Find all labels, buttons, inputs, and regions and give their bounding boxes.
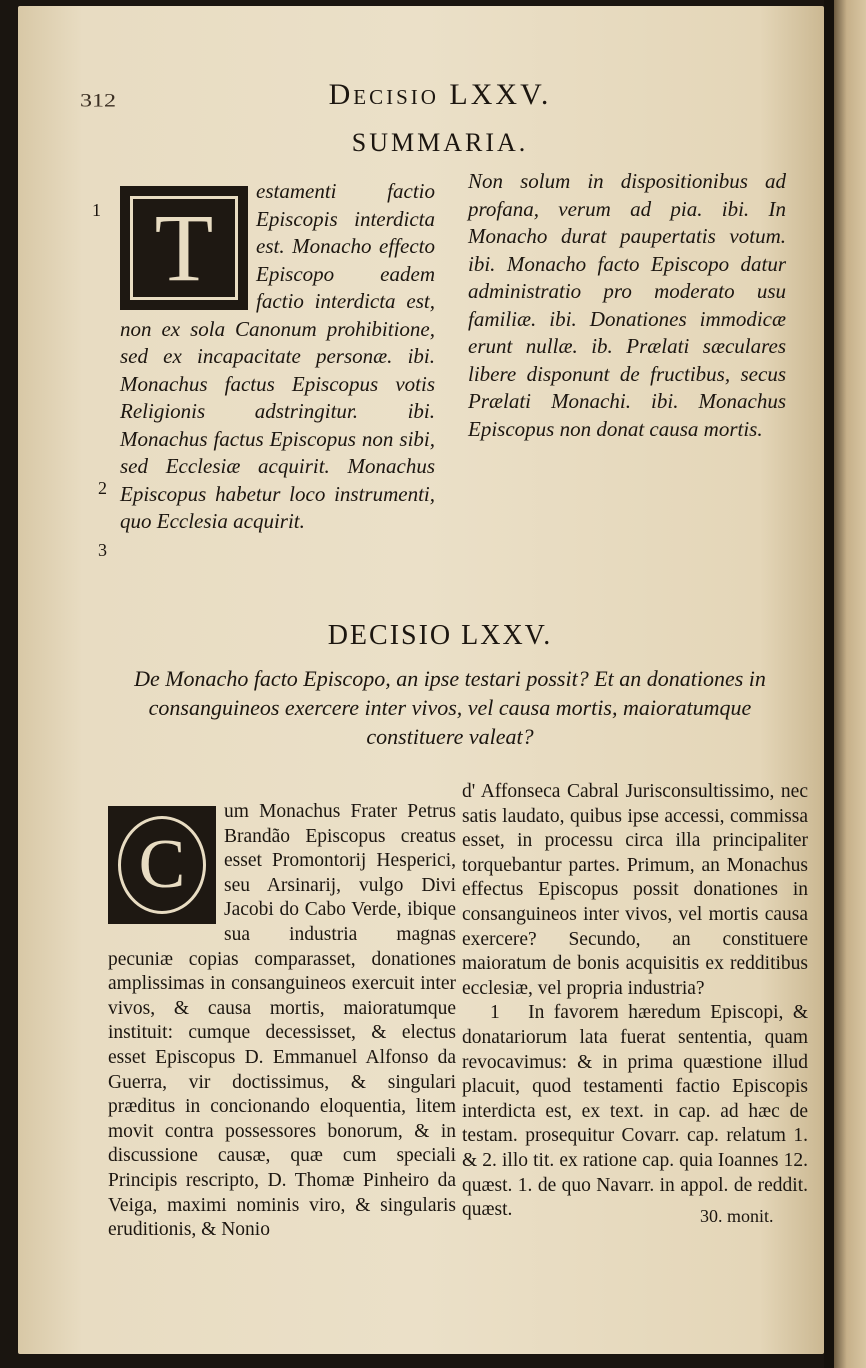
running-head: Decisio LXXV.: [328, 78, 552, 111]
paragraph-number: 1: [490, 1002, 500, 1024]
book-gutter: [824, 0, 834, 1368]
margin-number: 3: [98, 540, 107, 560]
ornamental-drop-cap: C: [108, 806, 216, 924]
decisio-title: De Monacho facto Episcopo, an ipse testari possit? Et an donationes in consanguineos exercere inter vivos, vel causa mortis, maioratumque constituere valeat?: [134, 666, 766, 749]
margin-number: 1: [92, 200, 101, 220]
decisio-heading: DECISIO LXXV.: [327, 620, 553, 651]
body-left-column: [108, 800, 456, 1243]
summaria-heading: SUMMARIA.: [351, 128, 529, 157]
page-number: 312: [80, 90, 116, 112]
catchword: 30. monit.: [700, 1206, 774, 1226]
margin-number: 2: [98, 478, 107, 498]
body-right-text: d' Affonseca Cabral Jurisconsultissimo, nec satis laudato, quibus ipse accessi, commissa esset, in processu circa illa principaliter torquebantur partes. Primum, an Monachus effectus Episcopus possit donationes in consanguineos inter vivos, vel mortis causa exercere? Secundo, an constituere maioratum de bonis acquisitis ex redditibus ecclesiæ, vel propria industria?: [462, 781, 808, 999]
body-right-column: [462, 780, 808, 1223]
body-left-text: um Monachus Frater Petrus Brandão Episcopus creatus esset Promontorij Hesperici, seu Arsinarij, vulgo Divi Jacobi do Cabo Verde, ibique sua industria magnas pecuniæ copias comparasset, donationes amplissimas in consanguineos exercuit inter vivos, & causa mortis, maioratumque instituit: cumque decessisset, & electus esset Episcopus D. Emmanuel Alfonso da Guerra, vir doctissimus, & singulari præditus in concionando eloquentia, litem movit contra possessores bonorum, & in discussione causæ, quæ cum speciali Principis rescripto, D. Thomæ Pinheiro da Veiga, maximi nominis viro, & singularis eruditionis, & Nonio: [108, 801, 456, 1241]
ornamental-drop-cap: T: [120, 186, 248, 310]
summary-left-text: estamenti factio Episcopis interdicta est. Monacho effecto Episcopo eadem factio interdicta est, non ex sola Canonum prohibitione, sed ex incapacitate personæ. ibi. Monachus factus Episcopus votis Religionis adstringitur. ibi. Monachus factus Episcopus non sibi, sed Ecclesiæ acquirit. Monachus Episcopus habetur loco instrumenti, quo Ecclesia acquirit.: [120, 179, 435, 533]
summary-right-column: Non solum in dispositionibus ad profana, verum ad pia. ibi. In Monacho durat paupertatis votum. ibi. Monacho facto Episcopo datur administratio pro moderato usu familiæ. ibi. Donationes immodicæ erunt nullæ. ib. Prælati sæculares libere disponunt de fructibus, secus Prælati Monachi. ibi. Monachus Episcopus non donat causa mortis.: [468, 169, 786, 441]
next-page-edge: [834, 0, 866, 1368]
body-right-text-2: In favorem hæredum Episcopi, & donatariorum lata fuerat sententia, quam revocavimus: & in prima quæstione illud placuit, quod testamenti factio Episcopis interdicta est, ex text. in cap. ad hæc de testam. prosequitur Covarr. cap. relatum 1. & 2. illo tit. ex ratione cap. quia Ioannes 12. quæst. 1. de quo Navarr. in appol. de reddit. quæst.: [462, 1002, 808, 1221]
summary-left-column: [120, 178, 435, 536]
